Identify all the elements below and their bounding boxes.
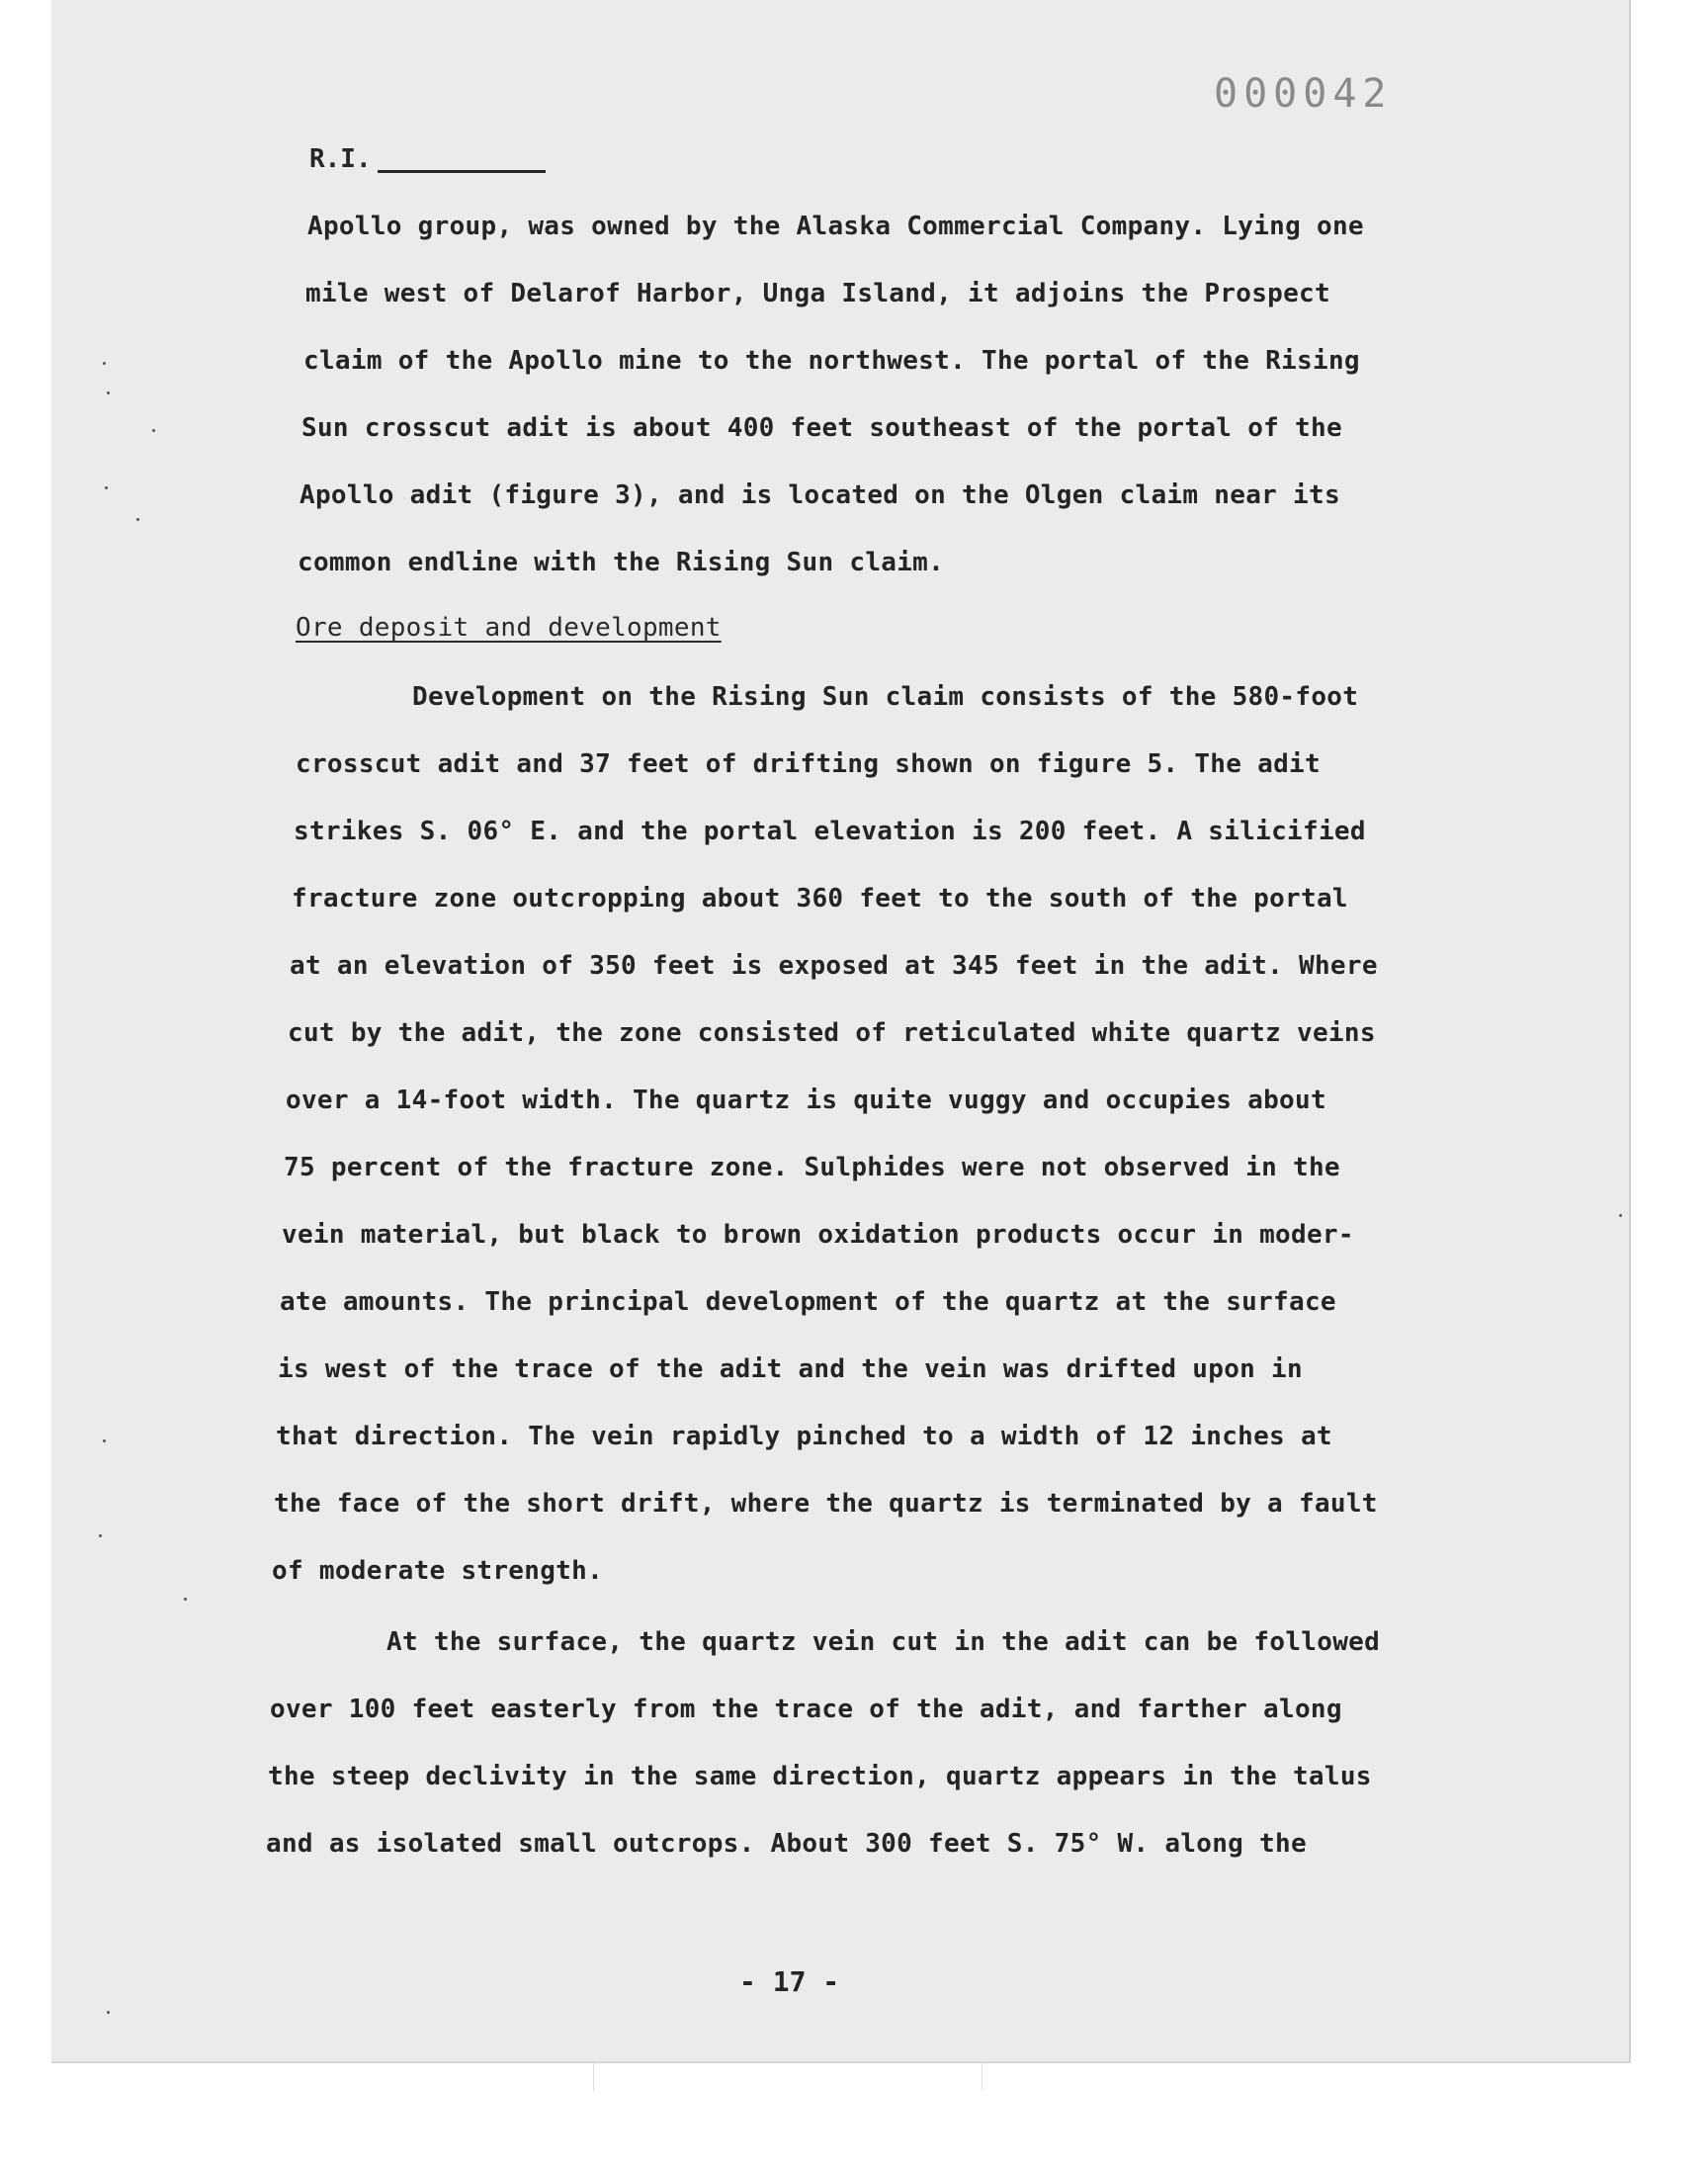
scan-edge-mark [593, 2061, 982, 2091]
text-line: over 100 feet easterly from the trace of the adit, and farther along [270, 1695, 1342, 1724]
scan-speck [103, 362, 106, 365]
report-prefix: R.I. [309, 144, 372, 174]
page-number: - 17 - [739, 1965, 840, 1998]
text-line: Apollo group, was owned by the Alaska Commercial Company. Lying one [307, 212, 1364, 241]
scan-speck [1619, 1214, 1622, 1217]
scan-speck [107, 2011, 110, 2014]
text-line: Development on the Rising Sun claim consists of the 580-foot [412, 682, 1359, 712]
text-line: and as isolated small outcrops. About 300 feet S. 75° W. along the [266, 1829, 1307, 1859]
text-line: the face of the short drift, where the quartz is terminated by a fault [274, 1489, 1378, 1519]
text-line: At the surface, the quartz vein cut in the adit can be followed [386, 1627, 1381, 1657]
report-number-blank-line [378, 170, 546, 173]
text-line: is west of the trace of the adit and the vein was drifted upon in [278, 1354, 1303, 1384]
text-line: of moderate strength. [272, 1556, 604, 1586]
text-line: fracture zone outcropping about 360 feet to the south of the portal [292, 884, 1348, 914]
text-line: crosscut adit and 37 feet of drifting shown on figure 5. The adit [296, 749, 1321, 779]
document-stamp-number: 000042 [1214, 71, 1393, 117]
text-line: strikes S. 06° E. and the portal elevation is 200 feet. A silicified [294, 817, 1366, 846]
text-line: mile west of Delarof Harbor, Unga Island, it adjoins the Prospect [305, 279, 1330, 308]
text-line: at an elevation of 350 feet is exposed at 345 feet in the adit. Where [290, 951, 1378, 981]
scan-speck [105, 486, 108, 489]
text-line: the steep declivity in the same direction, quartz appears in the talus [268, 1762, 1372, 1791]
text-line: that direction. The vein rapidly pinched to a width of 12 inches at [276, 1422, 1332, 1451]
text-line: Sun crosscut adit is about 400 feet southeast of the portal of the [301, 413, 1342, 443]
text-line: over a 14-foot width. The quartz is quite vuggy and occupies about [286, 1086, 1326, 1115]
scan-speck [184, 1598, 187, 1601]
text-line: claim of the Apollo mine to the northwest. The portal of the Rising [303, 346, 1360, 376]
text-line: Apollo adit (figure 3), and is located on the Olgen claim near its [299, 480, 1340, 510]
scan-speck [136, 518, 139, 521]
text-line: 75 percent of the fracture zone. Sulphides were not observed in the [284, 1153, 1340, 1182]
text-line: ate amounts. The principal development of the quartz at the surface [280, 1287, 1336, 1317]
scan-speck [152, 429, 155, 432]
section-heading: Ore deposit and development [296, 613, 722, 643]
text-line: common endline with the Rising Sun claim. [298, 548, 945, 577]
text-line: cut by the adit, the zone consisted of reticulated white quartz veins [288, 1018, 1376, 1048]
scan-speck [103, 1439, 106, 1442]
text-line: vein material, but black to brown oxidation products occur in moder- [282, 1220, 1354, 1250]
scan-speck [107, 392, 110, 394]
scan-speck [99, 1534, 102, 1537]
